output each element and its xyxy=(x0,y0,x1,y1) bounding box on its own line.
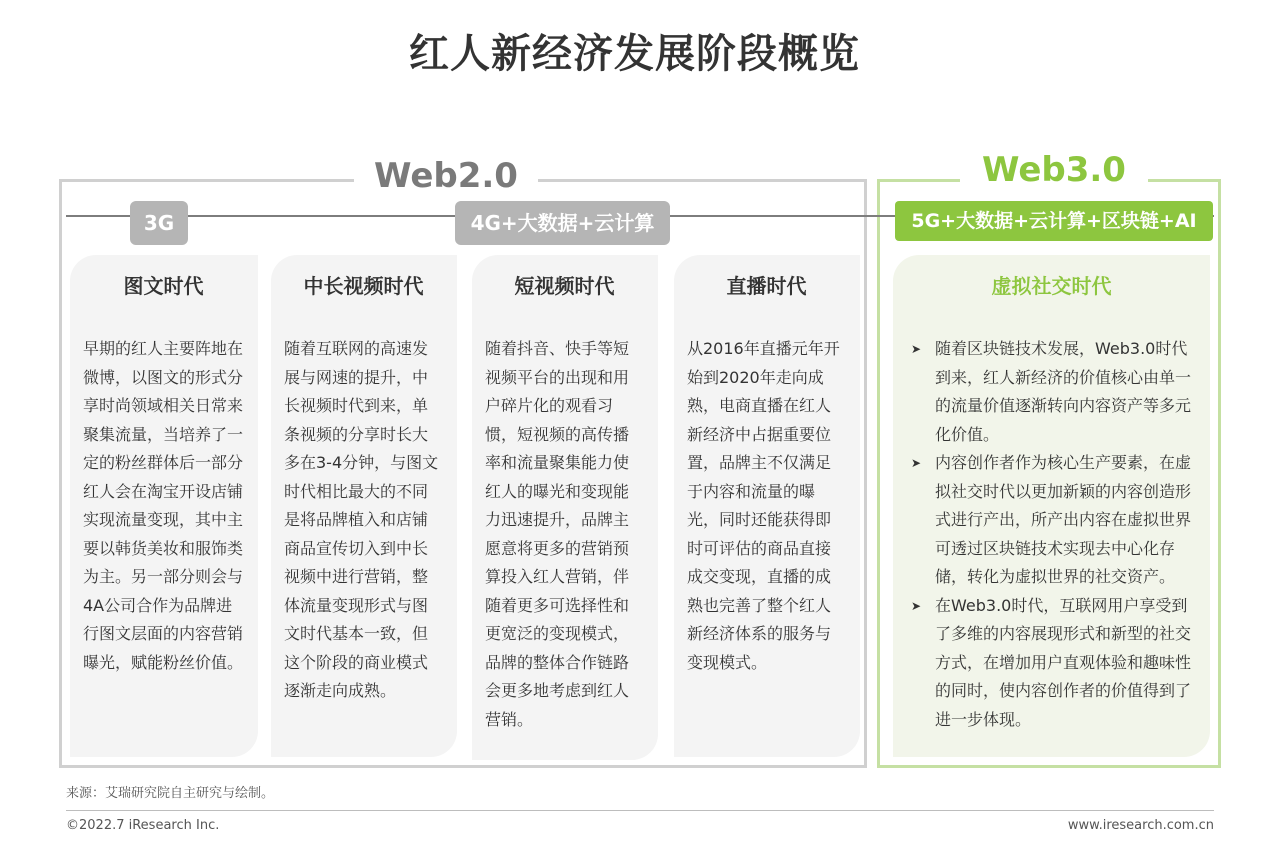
era-label-web2: Web2.0 xyxy=(354,156,538,196)
tech-badge-4g: 4G+大数据+云计算 xyxy=(455,201,670,245)
bullet-text: 在Web3.0时代，互联网用户享受到了多维的内容展现形式和新型的社交方式，在增加用户直观体验和趣味性的同时，使内容创作者的价值得到了进一步体现。 xyxy=(935,595,1192,729)
stage-description: 从2016年直播元年开始到2020年走向成熟，电商直播在红人新经济中占据重要位置，品牌主不仅满足于内容和流量的曝光，同时还能获得即时可评估的商品直接成交变现，直播的成熟也完善了整个红人新经济体系的服务与变现模式。 xyxy=(687,339,840,672)
era-label-web3: Web3.0 xyxy=(960,150,1148,190)
stage-card-live-stream xyxy=(674,255,860,757)
stage-title: 短视频时代 xyxy=(514,274,615,298)
tech-badge-3g: 3G xyxy=(130,201,188,245)
stage-title: 图文时代 xyxy=(123,274,204,298)
arrow-bullet-icon: ➤ xyxy=(911,598,922,613)
stage-title: 直播时代 xyxy=(726,274,807,298)
bullet-item xyxy=(909,449,1194,592)
stage-card-long-video xyxy=(271,255,457,757)
bullet-item xyxy=(909,592,1194,735)
stage-description: 随着互联网的高速发展与网速的提升，中长视频时代到来，单条视频的分享时长大多在3-4分钟，与图文时代相比最大的不同是将品牌植入和店铺商品宣传切入到中长视频中进行营销，整体流量变现形式与图文时代基本一致，但这个阶段的商业模式逐渐走向成熟。 xyxy=(284,339,439,700)
arrow-bullet-icon: ➤ xyxy=(911,342,922,356)
website-link[interactable]: www.iresearch.com.cn xyxy=(1067,818,1214,833)
bullet-list xyxy=(909,335,1194,734)
stage-title: 中长视频时代 xyxy=(303,274,424,298)
source-note: 来源：艾瑞研究院自主研究与绘制。 xyxy=(66,786,275,801)
copyright-text: ©2022.7 iResearch Inc. xyxy=(66,818,220,833)
stage-description: 早期的红人主要阵地在微博，以图文的形式分享时尚领域相关日常来聚集流量，当培养了一定的粉丝群体后一部分红人会在淘宝开设店铺实现流量变现，其中主要以韩货美妆和服饰类为主。另一部分则会与4A公司合作为品牌进行图文层面的内容营销曝光，赋能粉丝价值。 xyxy=(83,339,244,672)
tech-badge-5g: 5G+大数据+云计算+区块链+AI xyxy=(895,201,1213,241)
stage-card-short-video xyxy=(472,255,658,760)
arrow-bullet-icon: ➤ xyxy=(911,456,922,470)
stage-title: 虚拟社交时代 xyxy=(991,274,1112,298)
stage-card-virtual-social xyxy=(893,255,1210,757)
bullet-text: 随着区块链技术发展，Web3.0时代到来，红人新经济的价值核心由单一的流量价值逐渐转向内容资产等多元化价值。 xyxy=(935,339,1192,444)
page-title: 红人新经济发展阶段概览 xyxy=(409,31,860,77)
bullet-item xyxy=(909,335,1194,449)
stage-card-image-text xyxy=(70,255,258,757)
footer-divider xyxy=(66,810,1214,811)
bullet-text: 内容创作者作为核心生产要素，在虚拟社交时代以更加新颖的内容创造形式进行产出，所产出内容在虚拟世界可透过区块链技术实现去中心化存储，转化为虚拟世界的社交资产。 xyxy=(935,453,1192,586)
stage-description: 随着抖音、快手等短视频平台的出现和用户碎片化的观看习惯，短视频的高传播率和流量聚集能力使红人的曝光和变现能力迅速提升，品牌主愿意将更多的营销预算投入红人营销，伴随着更多可选择性和更宽泛的变现模式，品牌的整体合作链路会更多地考虑到红人营销。 xyxy=(485,339,630,729)
